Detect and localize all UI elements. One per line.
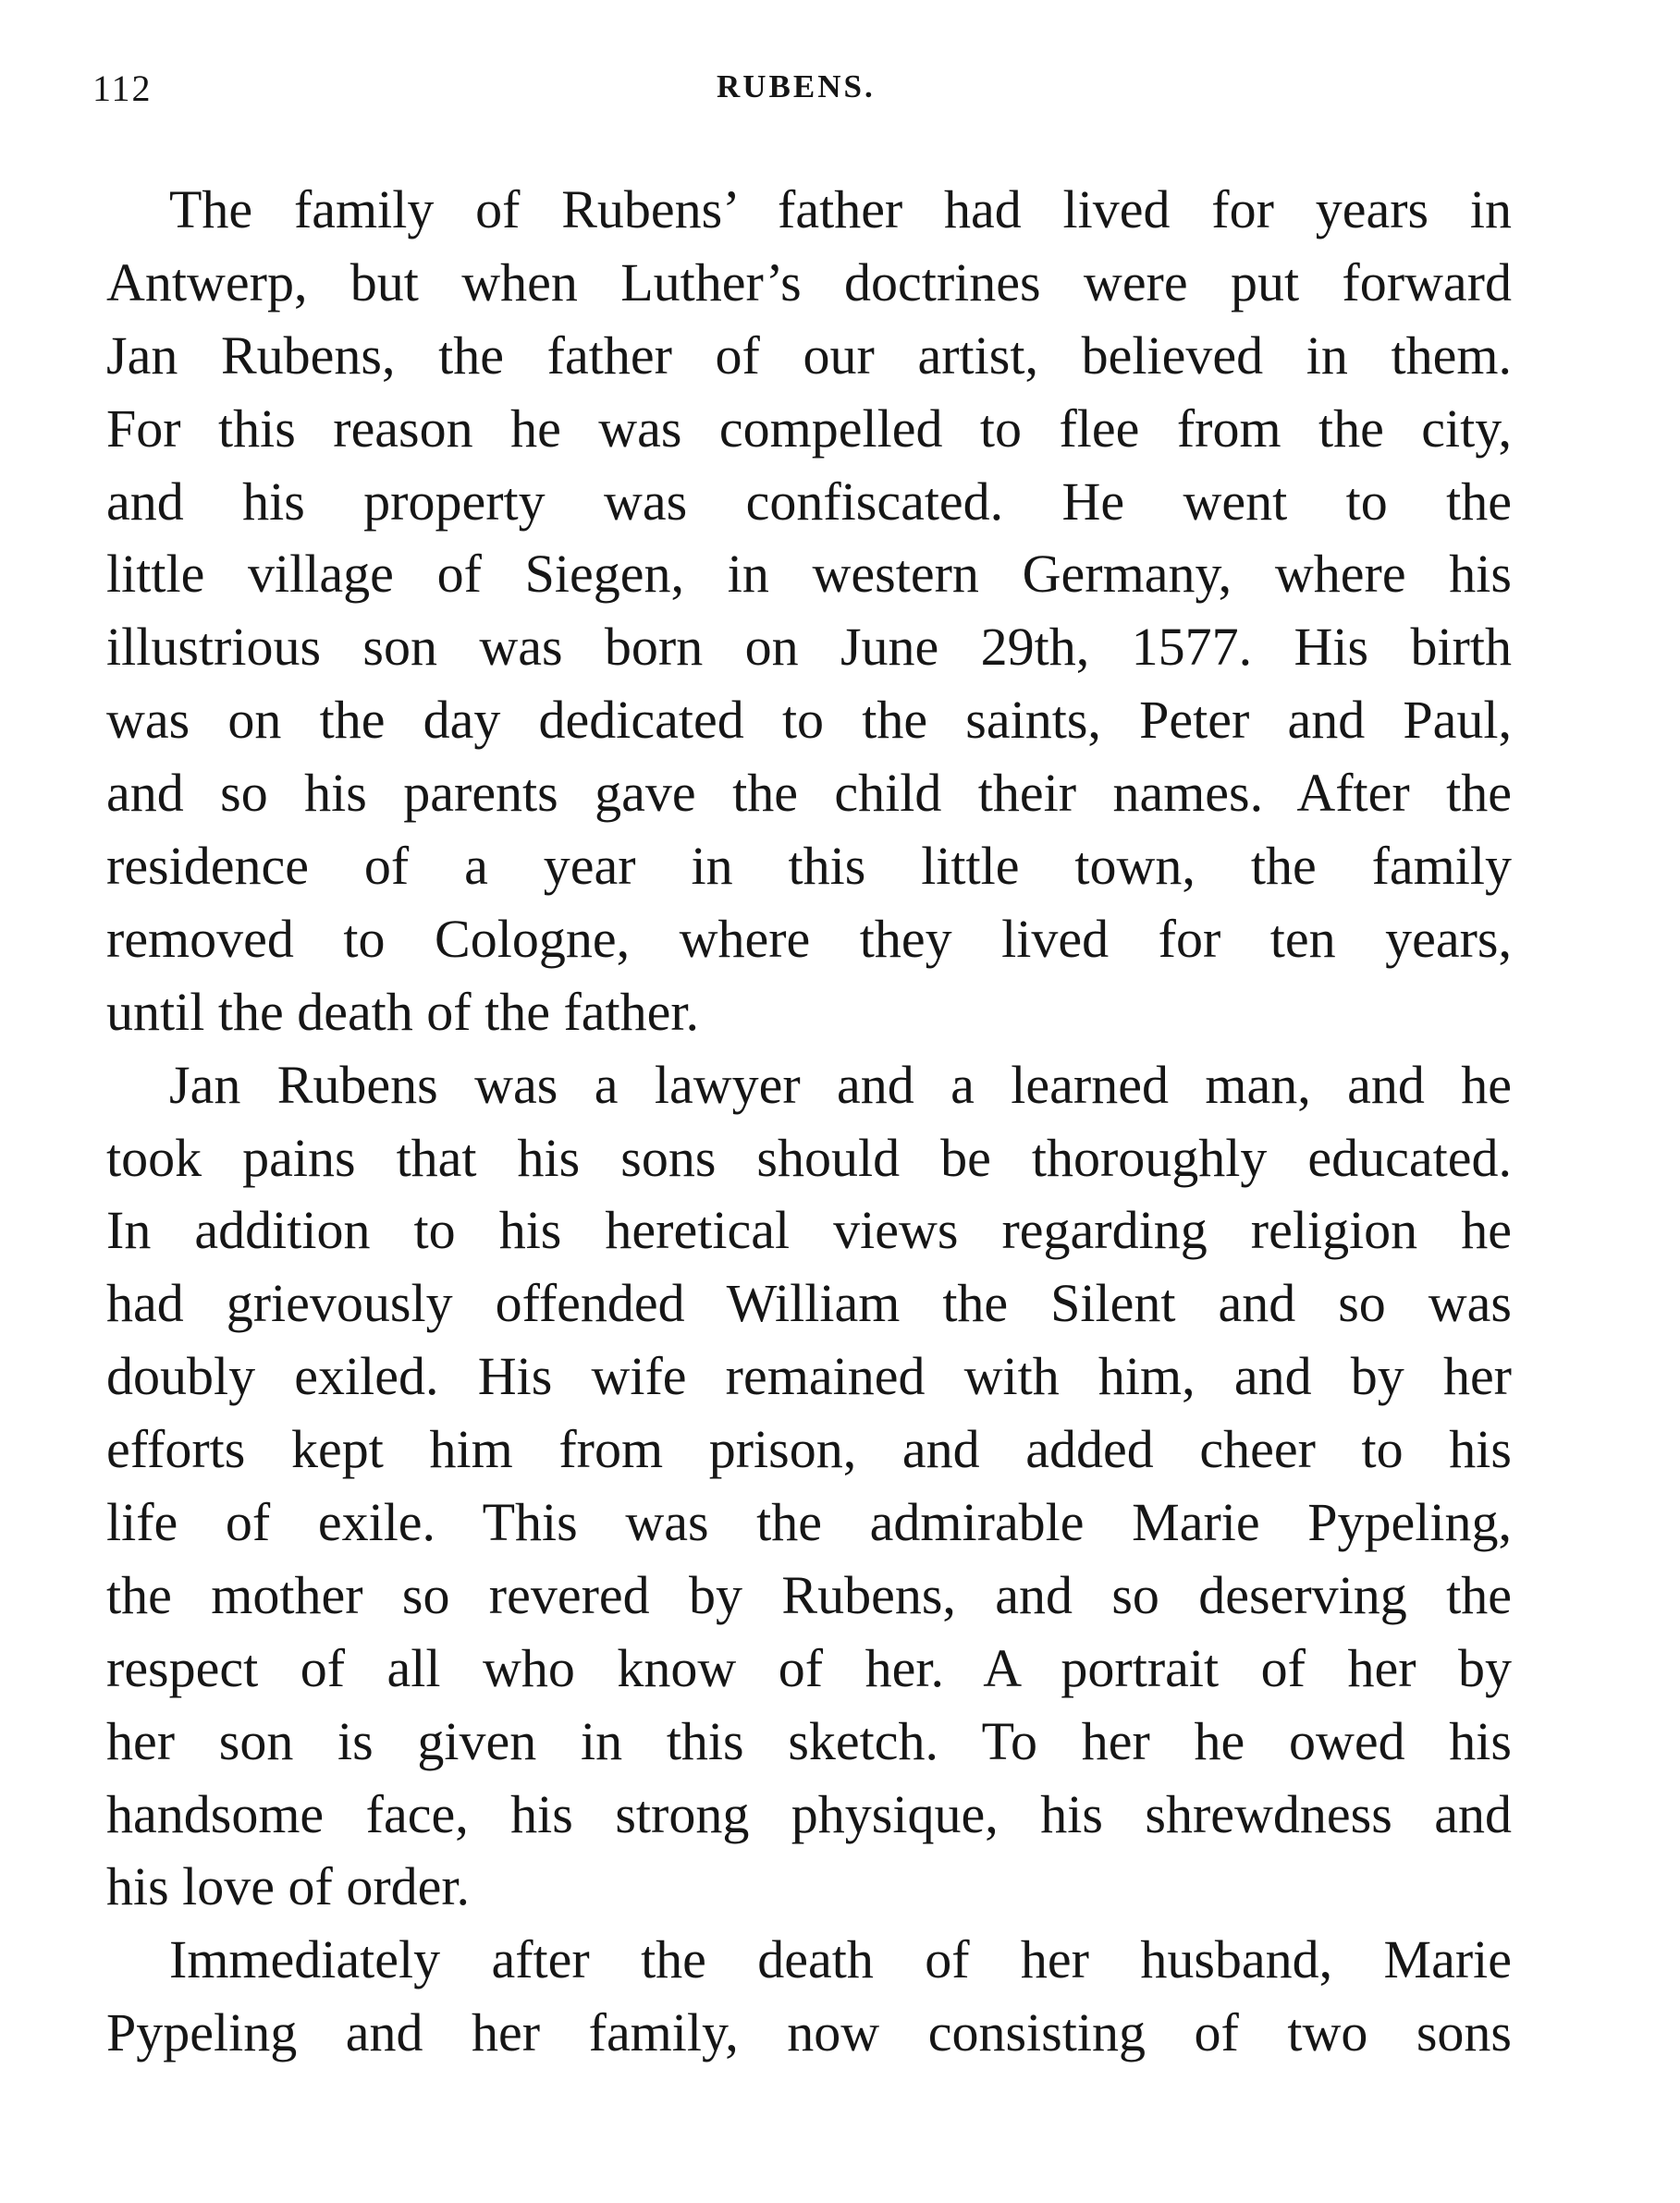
page-header — [92, 67, 1526, 115]
paragraph — [106, 174, 1512, 1049]
text-line: handsome face, his strong physique, his shrewdness and — [106, 1783, 1512, 1844]
page-number: 112 — [92, 67, 153, 109]
body-text — [106, 174, 1512, 2070]
text-line: had grievously offended William the Silent and so was — [106, 1273, 1512, 1334]
paragraph — [106, 1924, 1512, 2070]
running-title: RUBENS. — [717, 68, 876, 104]
text-line: Pypeling and her family, now consisting of two sons — [106, 2002, 1512, 2063]
text-line: Jan Rubens, the father of our artist, believed in them. — [106, 324, 1512, 386]
text-line: respect of all who know of her. A portrait of her by — [106, 1637, 1512, 1698]
paragraph — [106, 1049, 1512, 1925]
text-line: the mother so revered by Rubens, and so deserving the — [106, 1564, 1512, 1625]
text-line: and so his parents gave the child their names. After the — [106, 763, 1512, 824]
text-line: For this reason he was compelled to flee from the city, — [106, 398, 1512, 459]
text-line: and his property was confiscated. He went to the — [106, 471, 1512, 532]
text-line: removed to Cologne, where they lived for ten years, — [106, 908, 1512, 969]
text-line: was on the day dedicated to the saints, Peter and Paul, — [106, 690, 1512, 751]
text-line: efforts kept him from prison, and added cheer to his — [106, 1419, 1512, 1480]
text-line: Antwerp, but when Luther’s doctrines were put forward — [106, 251, 1512, 312]
text-line: life of exile. This was the admirable Marie Pypeling, — [106, 1492, 1512, 1553]
text-line: In addition to his heretical views regarding religion he — [106, 1200, 1512, 1261]
text-line: Immediately after the death of her husband, Marie — [169, 1929, 1512, 1990]
text-line: her son is given in this sketch. To her he owed his — [106, 1710, 1512, 1771]
text-line: The family of Rubens’ father had lived for years in — [169, 179, 1512, 239]
text-line: illustrious son was born on June 29th, 1577. His birth — [106, 617, 1512, 678]
text-line: his love of order. — [106, 1856, 471, 1917]
text-line: little village of Siegen, in western Germany, where his — [106, 544, 1512, 605]
text-line: doubly exiled. His wife remained with him, and by her — [106, 1346, 1512, 1407]
text-line: until the death of the father. — [106, 981, 700, 1042]
text-line: Jan Rubens was a lawyer and a learned man, and he — [169, 1054, 1512, 1115]
text-line: took pains that his sons should be thoroughly educated. — [106, 1127, 1512, 1188]
text-line: residence of a year in this little town, the family — [106, 836, 1512, 897]
